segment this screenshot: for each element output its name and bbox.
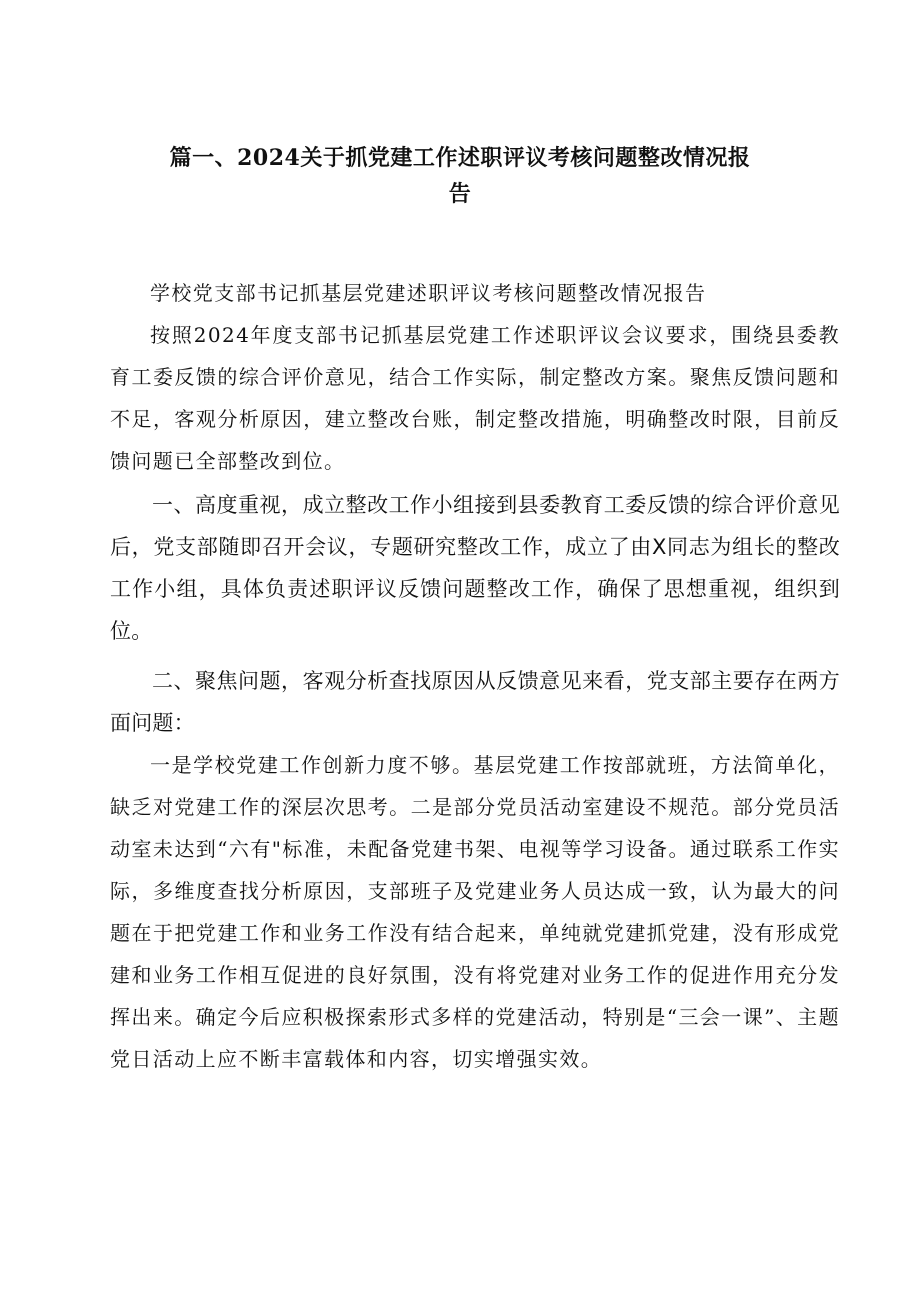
document-title [110, 140, 810, 212]
body-paragraph: 一是学校党建工作创新力度不够。基层党建工作按部就班，方法简单化，缺乏对党建工作的深层次思考。二是部分党员活动室建设不规范。部分党员活动室未达到“六有"标准，未配备党建书架、电视等学习设备。通过联系工作实际，多维度查找分析原因，支部班子及党建业务人员达成一致，认为最大的问题在于把党建工作和业务工作没有结合起来，单纯就党建抓党建，没有形成党建和业务工作相互促进的良好氛围，没有将党建对业务工作的促进作用充分发挥出来。确定今后应积极探索形式多样的党建活动，特别是“三会一课”、主题党日活动上应不断丰富载体和内容，切实增强实效。 [110, 753, 840, 1071]
section-2-paragraph: 二、聚焦问题，客观分析查找原因从反馈意见来看，党支部主要存在两方面问题： [110, 669, 840, 735]
intro-paragraph: 按照2024年度支部书记抓基层党建工作述职评议会议要求，围绕县委教育工委反馈的综合评价意见，结合工作实际，制定整改方案。聚焦反馈问题和不足，客观分析原因，建立整改台账，制定整改措施，明确整改时限，目前反馈问题已全部整改到位。 [110, 323, 840, 473]
title-line-2: 告 [448, 181, 472, 207]
section-1-paragraph: 一、高度重视，成立整改工作小组接到县委教育工委反馈的综合评价意见后，党支部随即召开会议，专题研究整改工作，成立了由X同志为组长的整改工作小组，具体负责述职评议反馈问题整改工作，确保了思想重视，组织到位。 [110, 493, 840, 643]
report-subtitle: 学校党支部书记抓基层党建述职评议考核问题整改情况报告 [150, 281, 707, 305]
title-line-1: 篇一、2024关于抓党建工作述职评议考核问题整改情况报 [169, 145, 751, 171]
